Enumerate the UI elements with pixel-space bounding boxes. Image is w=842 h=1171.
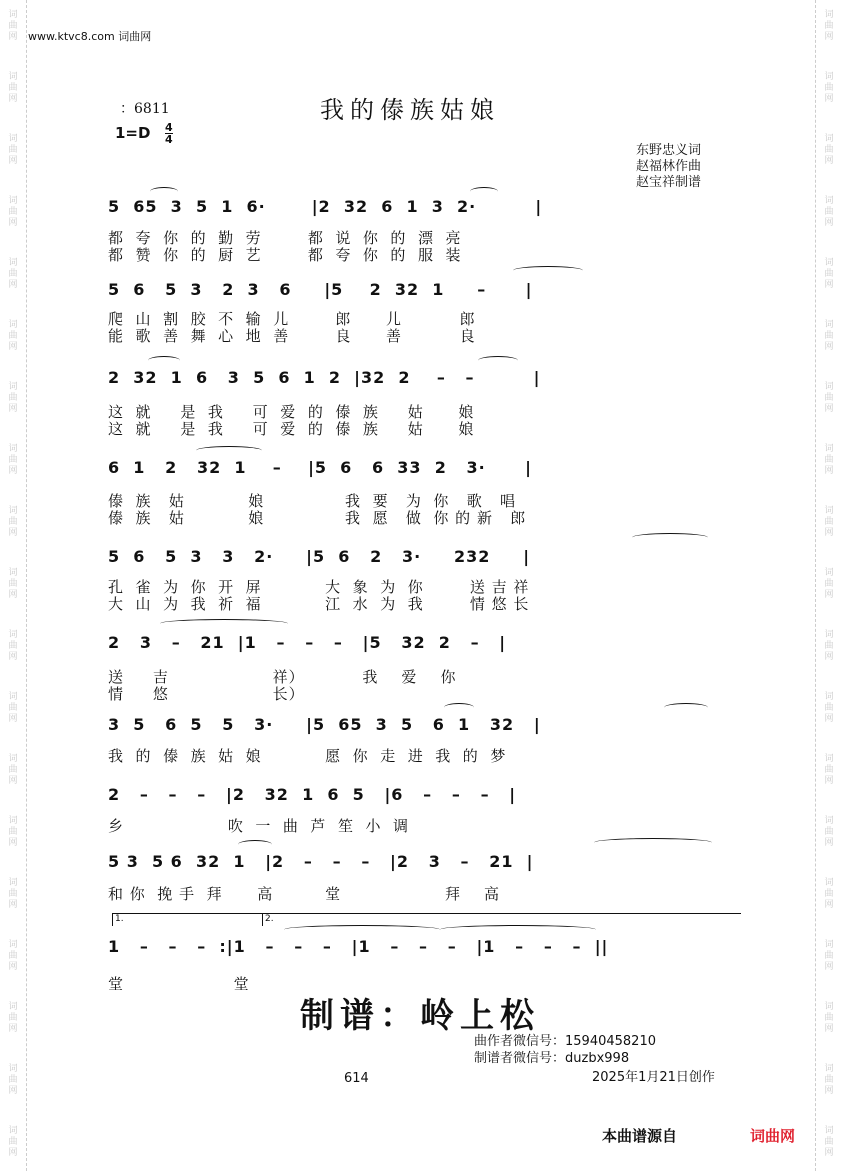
slur [664,703,708,712]
watermark-text: 词 曲 网 [824,320,834,352]
slur [196,446,262,455]
tie [594,838,712,847]
lyric-verse-1: 爬 山 割 胶 不 输 儿 郎 儿 郎 [108,310,476,328]
time-top: 4 [165,121,173,134]
composer-credit: 赵福林作曲 [636,159,702,174]
watermark-text: 词 曲 网 [824,196,834,228]
lyric-verse-1: 和 你 挽 手 拜 高 堂 拜 高 [108,885,501,903]
site-name[interactable]: 词曲网 [118,30,152,43]
song-id: ：6811 [120,101,170,117]
creation-date: 2025年1月21日创作 [592,1070,715,1085]
arranger-credit: 赵宝祥制谱 [636,175,702,190]
watermark-text: 词 曲 网 [824,506,834,538]
notes-row: 5 6 5 3 3 2· |5 6 2 3· 232 | [108,547,531,566]
watermark-text: 词 曲 网 [8,506,18,538]
watermark-text: 词 曲 网 [8,816,18,848]
footer-source-site[interactable]: 词曲网 [750,1127,796,1145]
notes-row: 3 5 6 5 5 3· |5 65 3 5 6 1 32 | [108,715,541,734]
slur [148,356,180,365]
watermark-text: 词 曲 网 [8,878,18,910]
notes-row: 2 3 – 21 |1 – – – |5 32 2 – | [108,633,507,652]
lyric-verse-2: 能 歌 善 舞 心 地 善 良 善 良 [108,327,476,345]
watermark-text: 词 曲 网 [8,382,18,414]
arranger-wechat-line [474,1047,629,1066]
slur [238,840,272,849]
notes-row: 5 6 5 3 2 3 6 |5 2 32 1 – | [108,280,533,299]
time-bottom: 4 [165,133,173,146]
watermark-text: 词 曲 网 [8,692,18,724]
watermark-text: 词 曲 网 [824,444,834,476]
slur [478,356,518,365]
tie [440,925,596,934]
tie [160,619,288,628]
arranger-wechat-label: 制谱者微信号： [474,1051,566,1066]
volta-1: 1. [112,913,265,926]
slur [470,187,498,196]
lyric-verse-2: 这 就 是 我 可 爱 的 傣 族 姑 娘 [108,420,475,438]
watermark-text: 词 曲 网 [8,134,18,166]
arranger-wechat: duzbx998 [565,1051,630,1066]
lyric-verse-1: 送 吉 祥） 我 爱 你 [108,668,457,686]
lyric-verse-2: 都 赞 你 的 厨 艺 都 夸 你 的 服 装 [108,246,462,264]
watermark-text: 词 曲 网 [824,382,834,414]
notes-row: 2 32 1 6 3 5 6 1 2 |32 2 – – | [108,368,541,387]
footer-source-text: 本曲谱源自 [602,1127,678,1145]
lyric-verse-1: 乡 吹 一 曲 芦 笙 小 调 [108,817,410,835]
song-title: 我的傣族姑娘 [320,96,500,124]
watermark-text: 词 曲 网 [8,754,18,786]
lyric-verse-1: 傣 族 姑 娘 我 要 为 你 歌 唱 [108,492,517,510]
watermark-text: 词 曲 网 [8,10,18,42]
notes-row: 5 3 5 6 32 1 |2 – – – |2 3 – 21 | [108,852,534,871]
lyric-verse-1: 孔 雀 为 你 开 屏 大 象 为 你 送 吉 祥 [108,578,530,596]
watermark-text: 词 曲 网 [8,320,18,352]
tie [284,925,440,934]
watermark-text: 词 曲 网 [8,940,18,972]
lyric-verse-2: 傣 族 姑 娘 我 愿 做 你 的 新 郎 [108,509,527,527]
lyric-verse-2: 情 悠 长） [108,685,305,703]
notes-row: 2 – – – |2 32 1 6 5 |6 – – – | [108,785,517,804]
lyric-verse-2: 大 山 为 我 祈 福 江 水 为 我 情 悠 长 [108,595,530,613]
watermark-text: 词 曲 网 [8,1002,18,1034]
watermark-text: 词 曲 网 [8,568,18,600]
site-header [28,28,151,44]
page-number: 614 [344,1071,369,1086]
watermark-text: 词 曲 网 [8,444,18,476]
lyricist-credit: 东野忠义词 [636,143,702,158]
time-signature [165,122,173,145]
watermark-text: 词 曲 网 [824,816,834,848]
watermark-text: 词 曲 网 [8,72,18,104]
watermark-text: 词 曲 网 [824,754,834,786]
composer-wechat: 15940458210 [565,1034,656,1049]
volta-2: 2. [262,913,741,926]
watermark-text: 词 曲 网 [824,134,834,166]
site-url[interactable]: www.ktvc8.com [28,30,115,43]
slur [150,187,178,196]
composer-wechat-label: 曲作者微信号： [474,1034,566,1049]
lyric-verse-1: 都 夸 你 的 勤 劳 都 说 你 的 漂 亮 [108,229,462,247]
lyric-verse-1: 我 的 傣 族 姑 娘 愿 你 走 进 我 的 梦 [108,747,507,765]
watermark-text: 词 曲 网 [8,1126,18,1158]
watermark-text: 词 曲 网 [824,72,834,104]
watermark-text: 词 曲 网 [8,258,18,290]
watermark-text: 词 曲 网 [824,258,834,290]
notes-row: 5 65 3 5 1 6· |2 32 6 1 3 2· | [108,197,543,216]
watermark-text: 词 曲 网 [824,940,834,972]
notes-row: 1 – – – :|1 – – – |1 – – – |1 – – – || [108,937,609,956]
watermark-text: 词 曲 网 [824,10,834,42]
slur [444,703,474,712]
watermark-text: 词 曲 网 [8,196,18,228]
watermark-text: 词 曲 网 [824,630,834,662]
lyric-verse-1: 堂 堂 [108,975,250,993]
slur [513,266,583,275]
watermark-text: 词 曲 网 [8,1064,18,1096]
watermark-text: 词 曲 网 [824,1126,834,1158]
notes-row: 6 1 2 32 1 – |5 6 6 33 2 3· | [108,458,533,477]
watermark-text: 词 曲 网 [824,878,834,910]
lyric-verse-1: 这 就 是 我 可 爱 的 傣 族 姑 娘 [108,403,475,421]
maker-signature: 制谱：岭上松 [300,996,540,1036]
watermark-text: 词 曲 网 [824,568,834,600]
triplet-bracket [632,533,708,542]
key-signature: 1=D [115,124,151,142]
watermark-text: 词 曲 网 [824,1064,834,1096]
watermark-text: 词 曲 网 [824,692,834,724]
watermark-text: 词 曲 网 [8,630,18,662]
watermark-text: 词 曲 网 [824,1002,834,1034]
